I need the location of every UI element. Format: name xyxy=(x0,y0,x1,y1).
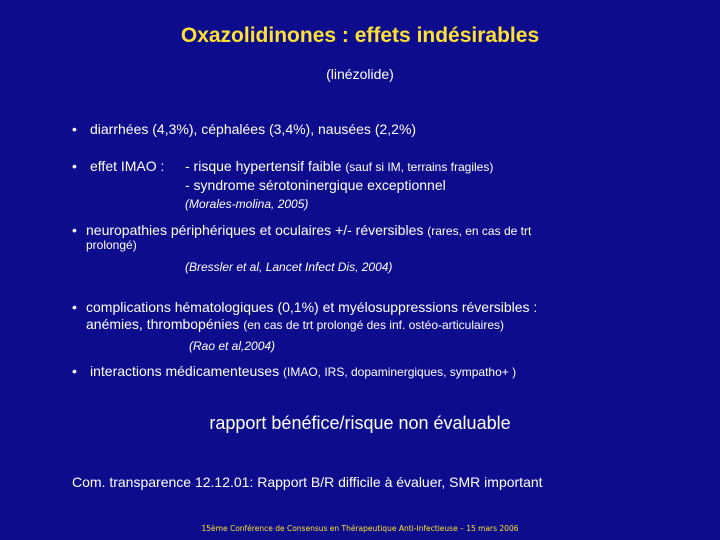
interactions-note: (IMAO, IRS, dopaminergiques, sympatho+ ) xyxy=(283,365,517,379)
bullet-dot: • xyxy=(72,299,77,315)
bullet-dot: • xyxy=(72,363,77,379)
neuropathies-text: neuropathies périphériques et oculaires +/- réversibles xyxy=(86,222,424,238)
imao-prefix: effet IMAO : xyxy=(90,158,165,174)
imao-line-1-note: (sauf si IM, terrains fragiles) xyxy=(345,160,494,174)
slide-title: Oxazolidinones : effets indésirables xyxy=(180,24,540,47)
bullet-dot: • xyxy=(72,121,77,137)
bullet-dot: • xyxy=(72,222,77,238)
bullet-dot: • xyxy=(72,158,77,174)
footer: 15ème Conférence de Consensus en Thérapeutique Anti-Infectieuse – 15 mars 2006 xyxy=(201,524,519,533)
reference-morales: (Morales-molina, 2005) xyxy=(185,197,309,211)
imao-line-1-text: - risque hypertensif faible xyxy=(185,158,342,174)
bullet-neuropathies xyxy=(72,222,531,240)
bullet-text: diarrhées (4,3%), céphalées (3,4%), nausées (2,2%) xyxy=(90,121,417,137)
reference-rao: (Rao et al,2004) xyxy=(189,339,276,353)
complications-line-2 xyxy=(86,316,504,334)
complications-text: complications hématologiques (0,1%) et myélosuppressions réversibles : xyxy=(86,299,538,315)
bullet-complications xyxy=(72,299,537,316)
conclusion: rapport bénéfice/risque non évaluable xyxy=(209,413,511,433)
reference-bressler: (Bressler et al, Lancet Infect Dis, 2004) xyxy=(185,260,393,274)
imao-line-1 xyxy=(185,158,493,176)
commission-transparence-note: Com. transparence 12.12.01: Rapport B/R difficile à évaluer, SMR important xyxy=(72,474,543,490)
neuropathies-note: (rares, en cas de trt xyxy=(427,224,532,238)
bullet-interactions xyxy=(72,363,516,381)
interactions-text: interactions médicamenteuses xyxy=(90,363,280,379)
slide-subtitle: (linézolide) xyxy=(326,66,394,82)
complications-line-2-text: anémies, thrombopénies xyxy=(86,316,240,332)
complications-line-2-note: (en cas de trt prolongé des inf. ostéo-articulaires) xyxy=(243,318,504,332)
neuropathies-note-continued: prolongé) xyxy=(86,238,137,252)
bullet-effet-imao xyxy=(72,158,164,175)
bullet-diarrhees xyxy=(72,121,416,138)
imao-line-2: - syndrome sérotoninergique exceptionnel xyxy=(185,177,446,193)
